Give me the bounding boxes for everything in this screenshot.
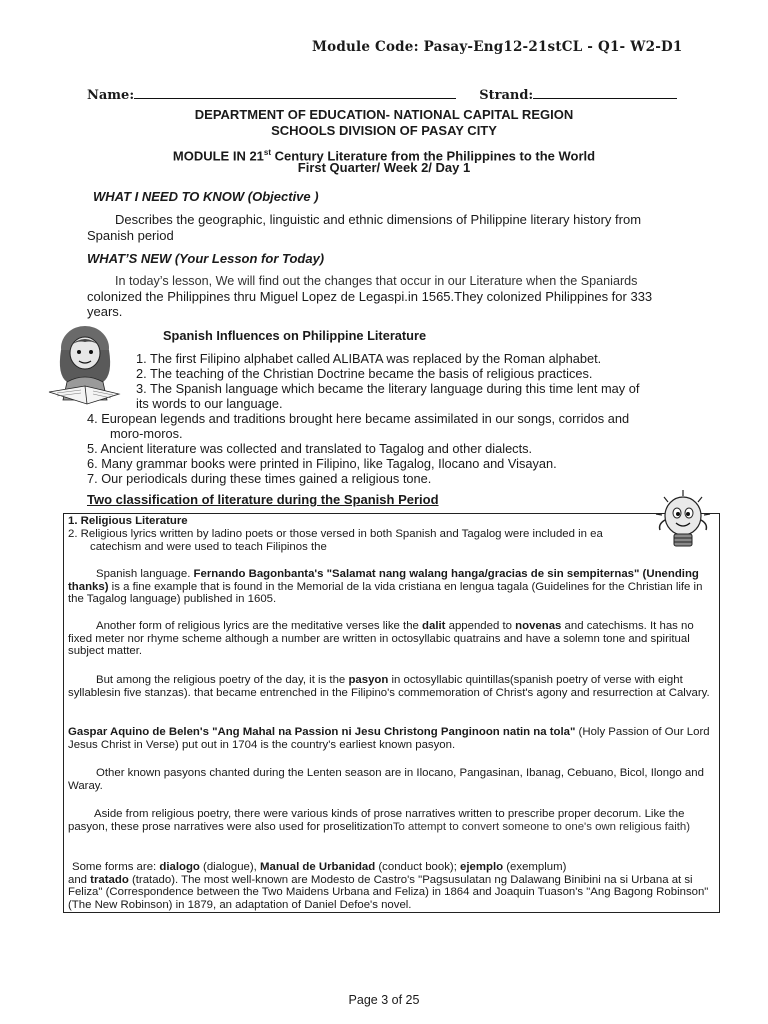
influence-item: 5. Ancient literature was collected and translated to Tagalog and other dialects. [87, 441, 533, 456]
p1-c: is a fine example that is found in the Memorial de la vida cristiana en lengua tagala (Guidelines for the Christian life in the Tagalog language) published in 1605. [68, 580, 703, 606]
p7-j: (tratado). The most well-known are Modesto de Castro's "Pagsusulatan ng Dalawang Binibini na si Urbana at si Feliza" (Correspondence between the Two Maidens Urbana and Feliza) in 1864 and Joaquin Tuason's "Ang Bagong Robinson" (The New Robinson) in 1879, an adaptation of Daniel Defoe's novel. [68, 873, 709, 911]
objective-text [87, 212, 683, 243]
p7-b: dialogo [159, 861, 200, 873]
p3-c: in octosyllabic quintillas(spanish poetry of verse with eight syllablesin five stanzas). that became entrenched in the Filipino's commemoration of Christ's agony and resurrection at Calvary. [68, 674, 710, 699]
page-number: Page 3 of 25 [348, 993, 420, 1007]
whats-new-text-2: colonized the Philippines thru Miguel Lopez de Legaspi.in 1565.They colonized Philippines for 333 [87, 289, 653, 304]
p3-b: pasyon [348, 674, 389, 686]
box-paragraph-6 [68, 808, 716, 833]
title-module-post: Century Literature from the Philippines to the World [271, 148, 596, 164]
box-paragraph-7 [68, 861, 716, 911]
p1-b: Fernando Bagonbanta's "Salamat nang walang hanga/gracias de sin sempiternas" (Unending thanks) [68, 568, 699, 593]
p2-c: appended to [445, 620, 516, 632]
box-item-2-line-2: catechism and were used to teach Filipinos the [90, 541, 327, 553]
influence-item: moro-moros. [110, 426, 183, 441]
p6-b: To attempt to convert someone to one's own religious faith) [392, 820, 691, 833]
p7-d: Manual de Urbanidad [260, 861, 376, 873]
girl-reading-clipart-icon [47, 320, 125, 408]
box-paragraph-5 [68, 767, 716, 792]
influence-item: 2. The teaching of the Christian Doctrine became the basis of religious practices. [136, 366, 593, 381]
influence-item: its words to our language. [136, 396, 283, 411]
name-strand-line [87, 86, 677, 103]
strand-field[interactable] [533, 86, 677, 99]
name-field[interactable] [134, 86, 456, 99]
strand-label: Strand: [479, 88, 534, 103]
p7-g: (exemplum) [503, 861, 567, 873]
objective-text-content: Describes the geographic, linguistic and ethnic dimensions of Philippine literary history from Spanish period [87, 212, 642, 243]
title-module-sup: st [263, 148, 272, 157]
influence-item: 6. Many grammar books were printed in Filipino, like Tagalog, Ilocano and Visayan. [87, 456, 557, 471]
p5: Other known pasyons chanted during the Lenten season are in Ilocano, Pangasinan, Ibanag, Cebuano, Bicol, Ilongo and Waray. [68, 767, 704, 792]
influences-heading: Spanish Influences on Philippine Literature [163, 328, 427, 343]
p4-a: Gaspar Aquino de Belen's "Ang Mahal na Passion ni Jesu Christong Panginoon natin na tola" [68, 726, 576, 738]
p2-b: dalit [422, 620, 446, 632]
p7-e: (conduct book); [375, 861, 461, 873]
influence-item: 1. The first Filipino alphabet called ALIBATA was replaced by the Roman alphabet. [136, 351, 602, 366]
influence-item: 3. The Spanish language which became the literary language during this time lent may of [136, 381, 640, 396]
whats-new-text-1: In today’s lesson, We will find out the changes that occur in our Literature when the Spaniards [115, 274, 638, 288]
box-paragraph-1 [68, 568, 716, 606]
title-module-pre: MODULE IN 21 [172, 148, 264, 164]
classification-heading: Two classification of literature during the Spanish Period [87, 492, 439, 507]
p7-c: (dialogue), [199, 861, 261, 873]
p3-a: But among the religious poetry of the day, it is the [96, 674, 349, 686]
p7-i: tratado [90, 873, 129, 886]
title-department: DEPARTMENT OF EDUCATION- NATIONAL CAPITAL REGION [194, 107, 574, 122]
p7-a: Some forms are: [72, 861, 160, 873]
box-paragraph-2 [68, 620, 716, 658]
p2-e: and catechisms. It has no fixed meter nor rhyme scheme although a number are written in octosyllabic quatrains and have a solemn tone and spiritual subject matter. [68, 620, 694, 658]
p2-a: Another form of religious lyrics are the meditative verses like the [96, 620, 423, 632]
box-item-2-line-1: 2. Religious lyrics written by ladino poets or those versed in both Spanish and Tagalog were included in ea [68, 528, 603, 540]
p7-h: and [68, 873, 91, 886]
whats-new-heading: WHAT’S NEW (Your Lesson for Today) [87, 251, 325, 266]
p6-a: Aside from religious poetry, there were various kinds of prose narratives written to prescribe proper decorum. Like the pasyon, these prose narratives were also used for proselitization [68, 808, 685, 833]
name-label: Name: [87, 88, 135, 103]
title-quarter: First Quarter/ Week 2/ Day 1 [297, 160, 471, 175]
lightbulb-mascot-icon [652, 488, 714, 554]
influence-item: 7. Our periodicals during these times gained a religious tone. [87, 471, 432, 486]
box-paragraph-3 [68, 674, 716, 699]
whats-new-text-3: years. [87, 304, 123, 319]
influence-item: 4. European legends and traditions brought here became assimilated in our songs, corridos and [87, 411, 630, 426]
p2-d: novenas [515, 620, 562, 632]
title-division: SCHOOLS DIVISION OF PASAY CITY [271, 123, 497, 138]
objective-heading: WHAT I NEED TO KNOW (Objective ) [93, 189, 319, 204]
box-paragraph-4 [68, 726, 716, 751]
module-code: Module Code: Pasay-Eng12-21stCL - Q1- W2-D1 [312, 39, 683, 55]
classification-box [63, 513, 720, 913]
p1-a: Spanish language. [96, 568, 194, 580]
p4-b: (Holy Passion of Our Lord Jesus Christ in Verse) put out in 1704 is the country's earliest known pasyon. [68, 726, 710, 751]
p7-f: ejemplo [460, 861, 504, 873]
box-item-1: 1. Religious Literature [68, 515, 188, 527]
